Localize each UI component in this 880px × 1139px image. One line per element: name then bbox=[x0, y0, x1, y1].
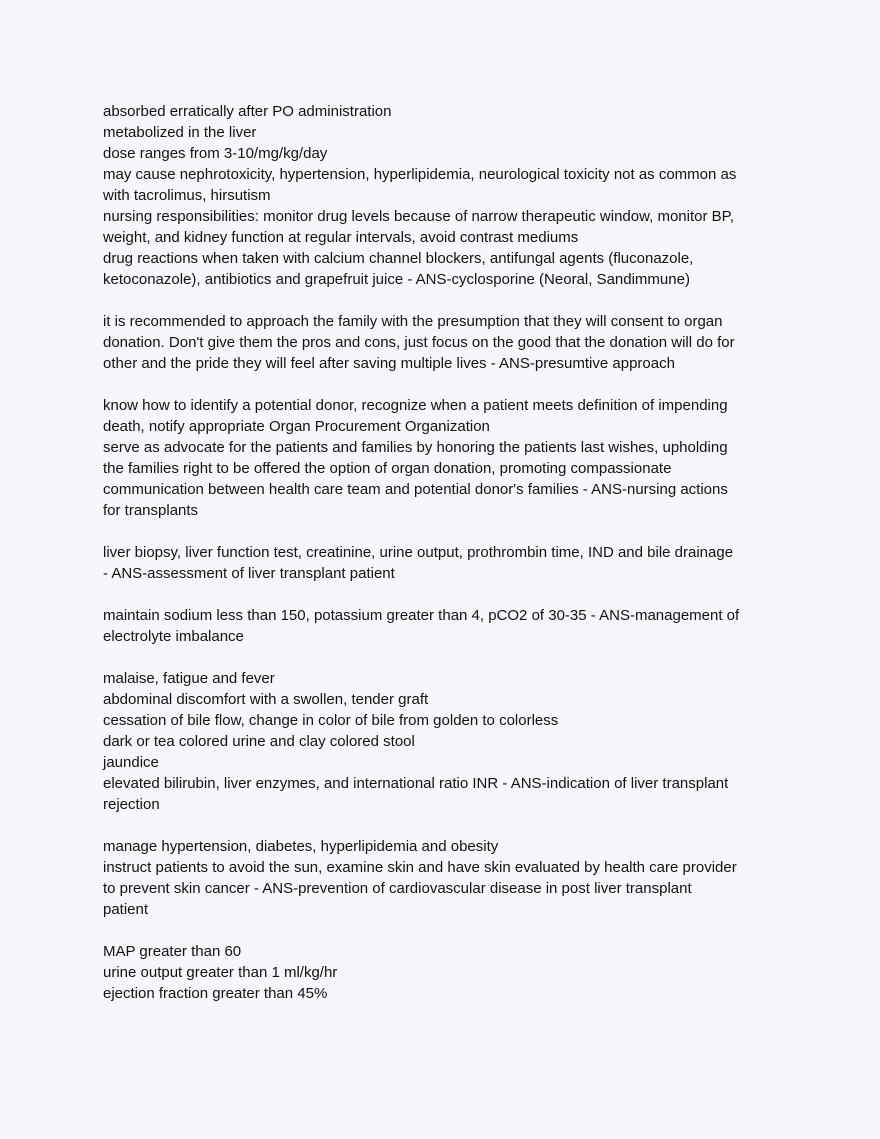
text-line: dark or tea colored urine and clay colored stool bbox=[103, 733, 415, 750]
text-line: absorbed erratically after PO administration bbox=[103, 103, 392, 120]
text-line: with tacrolimus, hirsutism bbox=[103, 187, 271, 204]
text-line: know how to identify a potential donor, recognize when a patient meets definition of impending bbox=[103, 397, 728, 414]
paragraph bbox=[103, 941, 797, 1004]
text-line: instruct patients to avoid the sun, examine skin and have skin evaluated by health care provider bbox=[103, 859, 737, 876]
text-line: manage hypertension, diabetes, hyperlipidemia and obesity bbox=[103, 838, 499, 855]
text-line: other and the pride they will feel after saving multiple lives - ANS-presumtive approach bbox=[103, 355, 675, 372]
text-line: abdominal discomfort with a swollen, tender graft bbox=[103, 691, 429, 708]
text-line: may cause nephrotoxicity, hypertension, hyperlipidemia, neurological toxicity not as common as bbox=[103, 166, 737, 183]
paragraph bbox=[103, 311, 797, 374]
text-line: donation. Don't give them the pros and cons, just focus on the good that the donation will do for bbox=[103, 334, 735, 351]
text-line: - ANS-assessment of liver transplant patient bbox=[103, 565, 395, 582]
text-line: nursing responsibilities: monitor drug levels because of narrow therapeutic window, monitor BP, bbox=[103, 208, 734, 225]
paragraph bbox=[103, 395, 797, 521]
text-line: ejection fraction greater than 45% bbox=[103, 985, 328, 1002]
paragraph bbox=[103, 605, 797, 647]
text-line: the families right to be offered the option of organ donation, promoting compassionate bbox=[103, 460, 672, 477]
text-line: death, notify appropriate Organ Procurement Organization bbox=[103, 418, 490, 435]
text-line: maintain sodium less than 150, potassium greater than 4, pCO2 of 30-35 - ANS-management of bbox=[103, 607, 740, 624]
text-line: metabolized in the liver bbox=[103, 124, 257, 141]
text-line: to prevent skin cancer - ANS-prevention of cardiovascular disease in post liver transplant bbox=[103, 880, 692, 897]
text-line: jaundice bbox=[103, 754, 159, 771]
text-line: MAP greater than 60 bbox=[103, 943, 242, 960]
text-line: elevated bilirubin, liver enzymes, and international ratio INR - ANS-indication of liver transplant bbox=[103, 775, 729, 792]
text-line: ketoconazole), antibiotics and grapefruit juice - ANS-cyclosporine (Neoral, Sandimmune) bbox=[103, 271, 690, 288]
paragraph bbox=[103, 101, 797, 290]
text-line: dose ranges from 3-10/mg/kg/day bbox=[103, 145, 328, 162]
text-line: drug reactions when taken with calcium channel blockers, antifungal agents (fluconazole, bbox=[103, 250, 694, 267]
paragraph bbox=[103, 668, 797, 815]
text-line: liver biopsy, liver function test, creatinine, urine output, prothrombin time, IND and bile drainage bbox=[103, 544, 734, 561]
text-line: for transplants bbox=[103, 502, 199, 519]
text-line: communication between health care team and potential donor's families - ANS-nursing actions bbox=[103, 481, 728, 498]
text-line: rejection bbox=[103, 796, 160, 813]
text-line: serve as advocate for the patients and families by honoring the patients last wishes, upholding bbox=[103, 439, 728, 456]
text-line: it is recommended to approach the family with the presumption that they will consent to organ bbox=[103, 313, 723, 330]
paragraph bbox=[103, 542, 797, 584]
text-line: electrolyte imbalance bbox=[103, 628, 244, 645]
paragraph bbox=[103, 836, 797, 920]
text-line: weight, and kidney function at regular intervals, avoid contrast mediums bbox=[103, 229, 579, 246]
text-line: patient bbox=[103, 901, 149, 918]
document-body bbox=[103, 101, 797, 1025]
text-line: urine output greater than 1 ml/kg/hr bbox=[103, 964, 338, 981]
text-line: malaise, fatigue and fever bbox=[103, 670, 275, 687]
text-line: cessation of bile flow, change in color of bile from golden to colorless bbox=[103, 712, 559, 729]
